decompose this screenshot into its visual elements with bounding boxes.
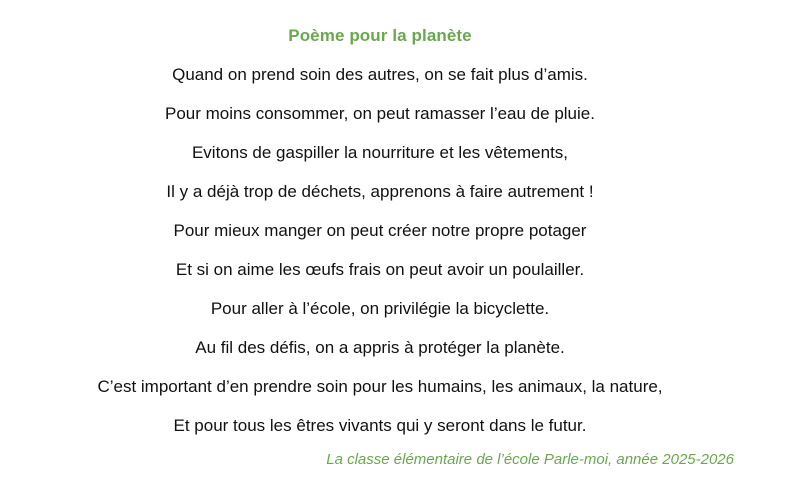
poem-line-6: Et si on aime les œufs frais on peut avoir un poulailler.	[175, 260, 585, 279]
poem-line-1: Quand on prend soin des autres, on se fait plus d’amis.	[172, 65, 588, 84]
poem-line-3: Evitons de gaspiller la nourriture et les vêtements,	[191, 143, 569, 162]
poem-line-7: Pour aller à l’école, on privilégie la bicyclette.	[210, 299, 550, 318]
poem-line-2: Pour moins consommer, on peut ramasser l’eau de pluie.	[165, 104, 595, 123]
poem-line-10: Et pour tous les êtres vivants qui y seront dans le futur.	[173, 416, 587, 435]
poem-line-9: C’est important d’en prendre soin pour les humains, les animaux, la nature,	[97, 377, 663, 396]
poem-line-4: Il y a déjà trop de déchets, apprenons à faire autrement !	[166, 182, 594, 201]
poem-line-8: Au fil des défis, on a appris à protéger la planète.	[195, 338, 565, 357]
poem-line-5: Pour mieux manger on peut créer notre propre potager	[173, 221, 587, 240]
poem-signature: La classe élémentaire de l’école Parle-moi, année 2025-2026	[326, 451, 734, 468]
poem-title: Poème pour la planète	[288, 26, 472, 45]
